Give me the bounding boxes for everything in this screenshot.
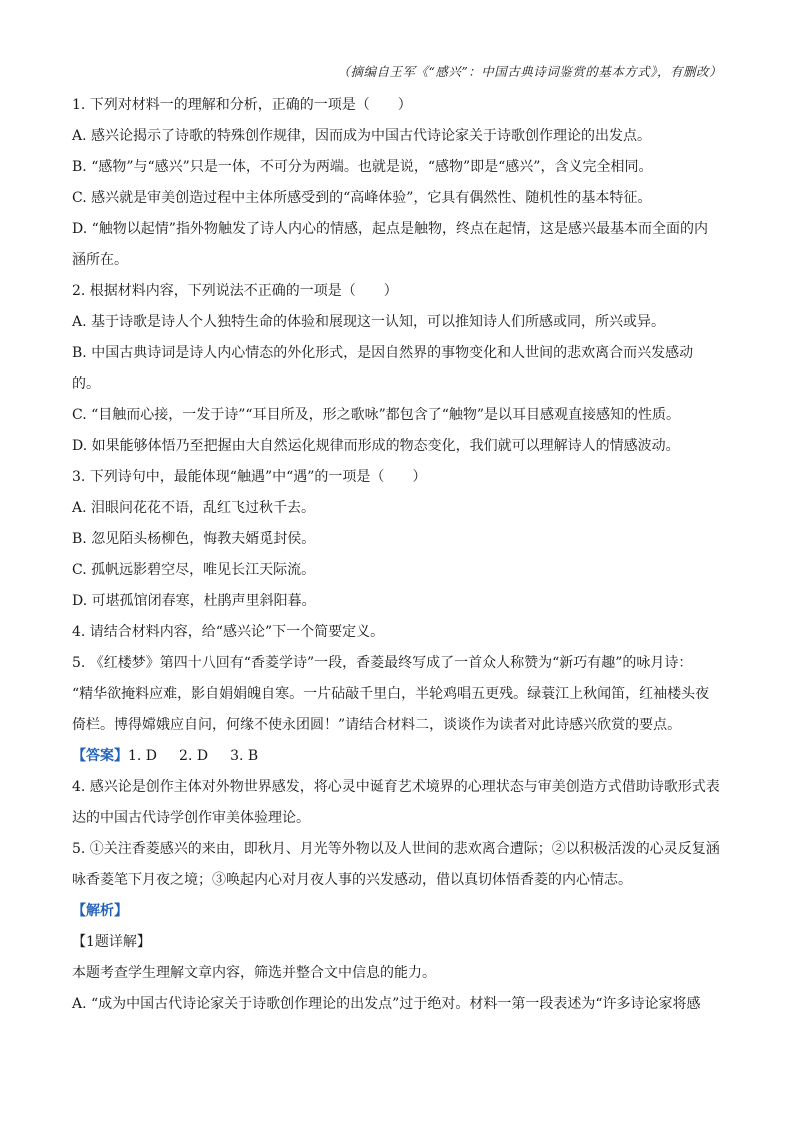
option-b: B. 中国古典诗词是诗人内心情态的外化形式，是因自然界的事物变化和人世间的悲欢离合而兴发感动: [72, 345, 694, 361]
analysis-tag: 【解析】: [72, 903, 128, 919]
option-c: C. 感兴就是审美创造过程中主体所感受到的“高峰体验”，它具有偶然性、随机性的基本特征。: [72, 190, 652, 206]
option-a: A. 泪眼问花花不语，乱红飞过秋千去。: [72, 500, 316, 516]
question-2: [72, 276, 722, 462]
answer-tag: 【答案】: [72, 748, 128, 764]
question-1: [72, 90, 722, 276]
answer-1: 1. D: [128, 748, 158, 764]
option-c: C. “目触而心接，一发于诗”“耳目所及，形之歌咏”都包含了“触物”是以耳目感观直接感知的性质。: [72, 407, 681, 423]
option-b-continued: 的。: [72, 376, 100, 392]
question-5: [72, 648, 722, 741]
question-stem: 5. 《红楼梦》第四十八回有“香菱学诗”一段，香菱最终写成了一首众人称赞为“新巧有趣”的咏月诗：: [72, 655, 693, 671]
answer-2: 2. D: [179, 748, 209, 764]
answer-row: [72, 741, 722, 772]
question-prompt: 倚栏。博得嫦娥应自问，何缘不使永团圆！”请结合材料二，谈谈作为读者对此诗感兴欣赏的要点。: [72, 717, 682, 733]
question-stem: 4. 请结合材料内容，给“感兴论”下一个简要定义。: [72, 624, 385, 640]
answer-5: 5. ①关注香菱感兴的来由，即秋月、月光等外物以及人世间的悲欢离合遭际；②以积极活泼的心灵反复涵: [72, 841, 720, 857]
option-a: A. 基于诗歌是诗人个人独特生命的体验和展现这一认知，可以推知诗人们所感或同，所兴或异。: [72, 314, 666, 330]
source-citation: （摘编自王军《“感兴”：中国古典诗词鉴赏的基本方式》，有删改）: [337, 64, 722, 79]
analysis-subheading: 【1题详解】: [72, 934, 151, 950]
answer-4-continued: 达的中国古代诗学创作审美体验理论。: [72, 810, 310, 826]
answer-5-continued: 咏香菱笔下月夜之境；③唤起内心对月夜人事的兴发感动，借以真切体悟香菱的内心情志。: [72, 872, 632, 888]
option-d-continued: 涵所在。: [72, 252, 128, 268]
analysis-option-a: A. “成为中国古代诗论家关于诗歌创作理论的出发点”过于绝对。材料一第一段表述为“许多诗论家将感: [72, 996, 701, 1012]
option-b: B. “感物”与“感兴”只是一体，不可分为两端。也就是说，“感物”即是“感兴”，含义完全相同。: [72, 159, 653, 175]
question-4: [72, 617, 722, 648]
answer-section: [72, 741, 722, 896]
answer-3: 3. B: [230, 748, 259, 764]
option-d: D. 如果能够体悟乃至把握由大自然运化规律而形成的物态变化，我们就可以理解诗人的情感波动。: [72, 438, 680, 454]
option-c: C. 孤帆远影碧空尽，唯见长江天际流。: [72, 562, 316, 578]
analysis-intro: 本题考查学生理解文章内容，筛选并整合文中信息的能力。: [72, 965, 436, 981]
question-stem: 1. 下列对材料一的理解和分析，正确的一项是（ ）: [72, 97, 412, 113]
question-stem: 3. 下列诗句中，最能体现“触遇”中“遇”的一项是（ ）: [72, 469, 427, 485]
answer-4: 4. 感兴论是创作主体对外物世界感发，将心灵中诞育艺术境界的心理状态与审美创造方式借助诗歌形式表: [72, 779, 720, 795]
question-poem: “精华欲掩料应难，影自娟娟魄自寒。一片砧敲千里白，半轮鸡唱五更残。绿蓑江上秋闻笛，红袖楼头夜: [72, 686, 710, 702]
question-3: [72, 462, 722, 617]
document-page: [72, 62, 722, 1020]
analysis-section: [72, 896, 722, 1020]
option-d: D. 可堪孤馆闭春寒，杜鹃声里斜阳暮。: [72, 593, 316, 609]
question-stem: 2. 根据材料内容，下列说法不正确的一项是（ ）: [72, 283, 398, 299]
option-a: A. 感兴论揭示了诗歌的特殊创作规律，因而成为中国古代诗论家关于诗歌创作理论的出发点。: [72, 128, 652, 144]
option-d: D. “触物以起情”指外物触发了诗人内心的情感，起点是触物，终点在起情，这是感兴最基本而全面的内: [72, 221, 708, 237]
option-b: B. 忽见陌头杨柳色，悔教夫婿觅封侯。: [72, 531, 316, 547]
